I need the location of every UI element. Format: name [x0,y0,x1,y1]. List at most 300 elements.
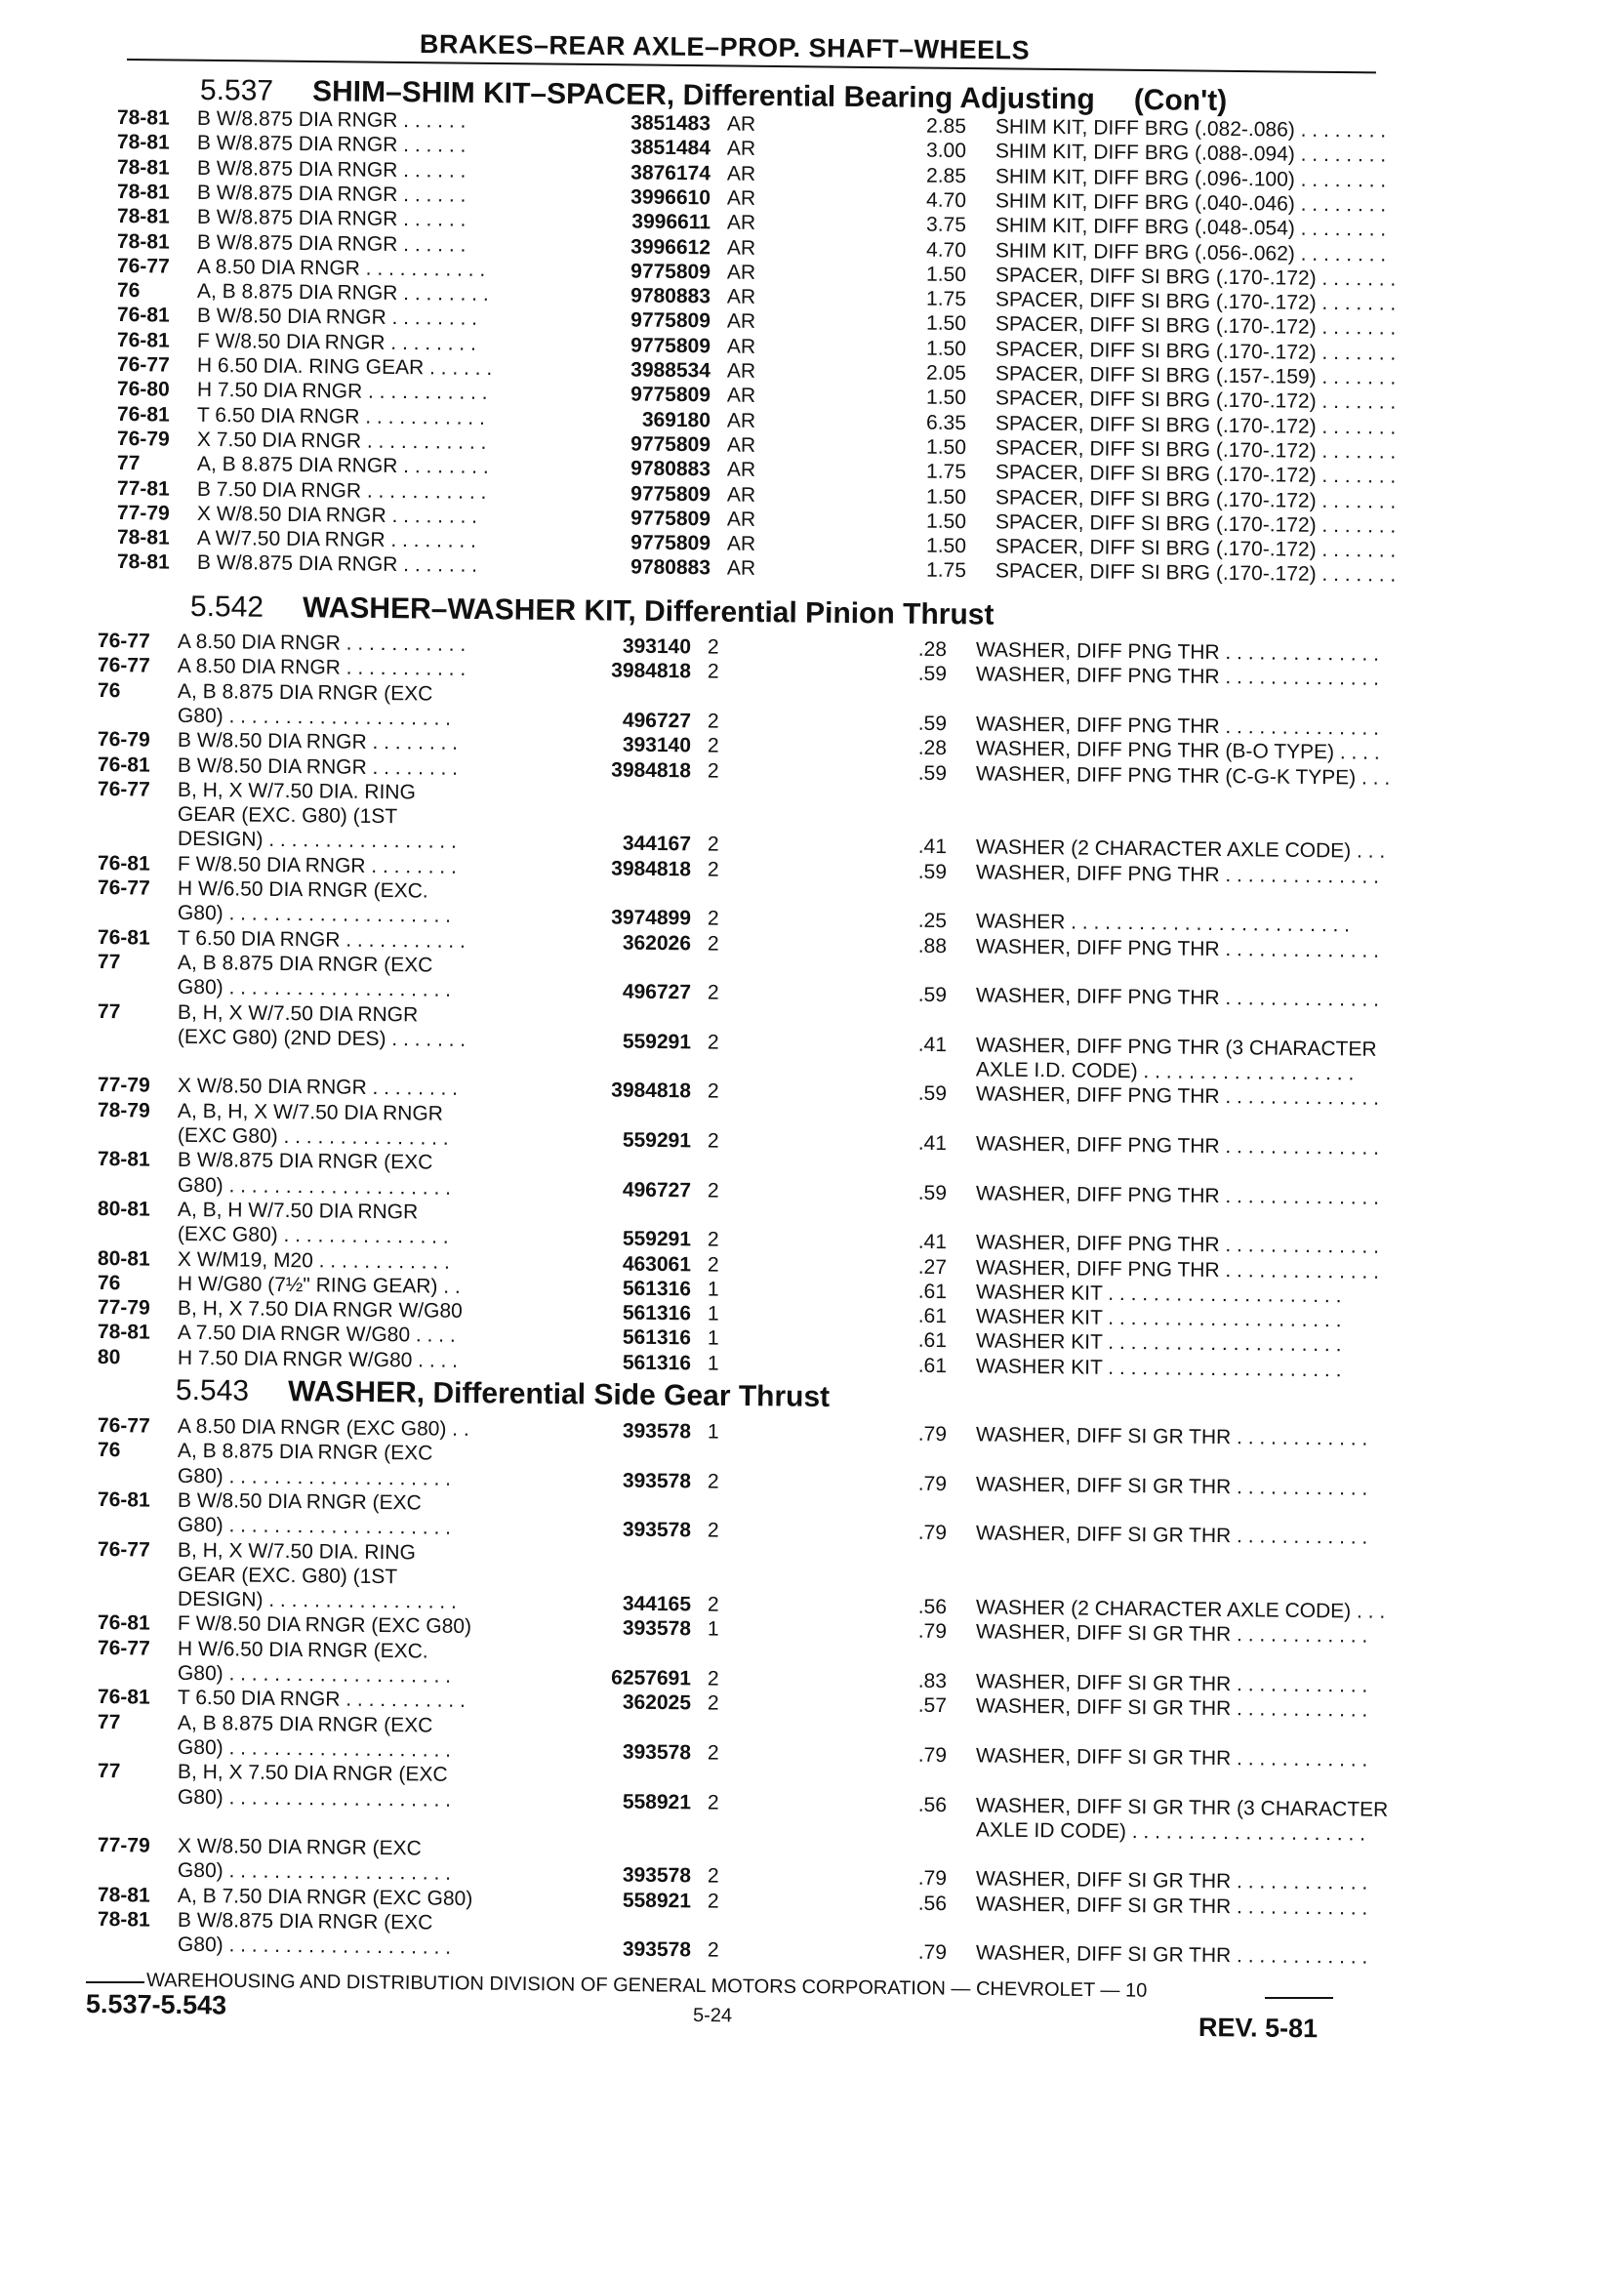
row-desc: F W/8.50 DIA RNGR . . . . . . . . [177,852,457,878]
row-year [98,900,174,901]
row-part-number: 496727 [622,980,692,1004]
row-year: 76-81 [97,851,150,875]
row-year: 78-81 [97,1883,150,1907]
row-qty: 2 [707,1253,719,1277]
row-desc: A, B 8.875 DIA RNGR . . . . . . . . [196,453,489,479]
row-year [98,1122,174,1123]
row-part-number: 561316 [622,1277,692,1301]
row-desc: B, H, X W/7.50 DIA RNGR [177,1000,419,1026]
row-desc: X W/8.50 DIA RNGR . . . . . . . . [196,502,478,528]
row-desc: G80) . . . . . . . . . . . . . . . . . . . . [177,1661,452,1688]
footer-org: WAREHOUSING AND DISTRIBUTION DIVISION OF GENERAL MOTORS CORPORATION — CHEVROLET — 10 [145,1970,1148,2002]
row-part-number: 3984818 [611,758,692,782]
row-year: 78-81 [97,1148,150,1171]
row-part-number: 3996611 [631,210,711,234]
row-qty: AR [726,162,756,185]
row-year: 80-81 [97,1246,150,1271]
row-desc: B W/8.50 DIA RNGR . . . . . . . . [177,729,459,755]
section-title: WASHER–WASHER KIT, Differential Pinion Thrust [302,591,995,631]
row-part-number: 369180 [641,408,711,431]
row-part-number: 3851483 [630,111,711,136]
row-desc: X W/8.50 DIA RNGR . . . . . . . . [177,1075,459,1101]
row-item: WASHER, DIFF PNG THR (3 CHARACTER [975,1034,1377,1061]
row-desc: GEAR (EXC. G80) (1ST [177,802,398,829]
row-price: .56 [917,1793,948,1816]
section-number: 5.542 [189,590,264,624]
row-part-number: 9775809 [630,432,711,457]
row-item: WASHER, DIFF SI GR THR . . . . . . . . . . . . [975,1423,1368,1450]
section-heading-3 [176,1374,831,1414]
row-item: AXLE ID CODE) . . . . . . . . . . . . . . . . . . . . . [975,1818,1366,1846]
row-desc: B, H, X 7.50 DIA RNGR W/G80 [177,1296,463,1323]
row-qty: AR [726,532,756,555]
row-desc: A 8.50 DIA RNGR (EXC G80) . . [177,1414,469,1441]
row-price: .61 [917,1354,948,1377]
row-price: .56 [917,1892,948,1915]
row-year: 76-77 [97,876,150,900]
row-qty: 1 [707,1326,719,1351]
row-price: 1.50 [925,337,967,360]
row-qty: 2 [707,833,719,857]
row-item: SPACER, DIFF SI BRG (.170-.172) . . . . . . . [995,412,1397,439]
row-desc: H W/6.50 DIA RNGR (EXC. [177,1637,428,1663]
row-item: WASHER, DIFF PNG THR . . . . . . . . . . . . . . [975,638,1380,666]
row-qty: AR [726,112,756,136]
row-year [98,1562,174,1563]
row-part-number: 3851484 [630,136,711,160]
row-year: 76-81 [97,1487,150,1512]
row-year: 77 [97,950,121,974]
row-item: SPACER, DIFF SI BRG (.170-.172) . . . . . . . [995,510,1397,538]
row-part-number: 3996610 [630,185,711,210]
row-year: 76-77 [97,777,150,801]
row-year [98,1048,174,1049]
row-item: WASHER, DIFF PNG THR . . . . . . . . . . . . . . [975,1255,1380,1283]
row-price: 4.70 [925,188,967,213]
row-year: 76-77 [97,1537,150,1562]
row-part-number: 561316 [622,1351,692,1375]
row-desc: (EXC G80) . . . . . . . . . . . . . . . [177,1123,449,1150]
row-year: 76-77 [116,254,170,278]
row-qty: AR [726,556,756,581]
row-part-number: 496727 [622,1178,692,1201]
row-year: 77 [97,1760,121,1783]
row-item: SHIM KIT, DIFF BRG (.096-.100) . . . . . . . . [995,165,1387,192]
row-year: 76 [97,1439,121,1462]
row-year: 76-81 [116,304,170,327]
row-qty: AR [726,186,756,210]
row-item: WASHER, DIFF SI GR THR (3 CHARACTER [975,1793,1389,1821]
row-qty: 2 [707,1031,719,1054]
row-part-number: 9775809 [630,260,711,284]
row-price [859,1816,947,1817]
row-price [859,1841,947,1842]
row-year: 76-79 [116,427,170,451]
row-year: 76-79 [97,728,150,752]
row-desc: A, B 8.875 DIA RNGR . . . . . . . . [196,279,489,306]
row-year [98,1586,174,1587]
row-year: 78-81 [116,526,170,550]
row-part-number: 561316 [622,1326,692,1350]
row-year [98,1024,174,1025]
row-year: 76-77 [97,1636,150,1660]
row-qty: AR [726,285,756,308]
row-item: WASHER, DIFF PNG THR . . . . . . . . . . . . . . [975,935,1380,962]
row-year: 78-81 [116,180,170,204]
row-qty: AR [726,508,756,531]
row-qty: 2 [707,1179,719,1202]
row-item: SHIM KIT, DIFF BRG (.056-.062) . . . . . . . . [995,238,1387,266]
row-qty: 2 [707,660,719,683]
row-part-number [556,1053,691,1054]
row-qty: 2 [707,734,719,757]
row-price: .28 [917,736,948,760]
row-year: 78-81 [116,550,170,574]
row-price [859,1445,947,1446]
row-part-number: 559291 [622,1227,692,1251]
row-part-number: 393578 [622,1518,692,1542]
row-part-number: 9780883 [630,555,711,580]
footer-section-range: 5.537-5.543 [85,1989,227,2020]
row-qty: 2 [707,635,719,659]
row-desc: B W/8.875 DIA RNGR . . . . . . . [196,551,478,578]
row-desc: DESIGN) . . . . . . . . . . . . . . . . . [177,1587,457,1613]
row-item: SPACER, DIFF SI BRG (.170-.172) . . . . . . . [995,535,1397,562]
row-part-number: 3996612 [630,235,711,259]
row-item: WASHER, DIFF SI GR THR . . . . . . . . . . . . [975,1522,1368,1549]
row-qty: 1 [707,1617,719,1642]
row-part-number: 9775809 [630,482,711,506]
row-qty: AR [726,384,756,408]
row-part-number: 3984818 [611,659,692,683]
row-price: .83 [917,1669,948,1693]
row-year: 77 [97,1710,121,1733]
row-desc: T 6.50 DIA RNGR . . . . . . . . . . . [177,926,466,953]
row-desc: F W/8.50 DIA RNGR . . . . . . . . [196,329,476,355]
row-qty: 2 [707,759,719,783]
row-item: WASHER, DIFF PNG THR . . . . . . . . . . . . . . [975,1082,1380,1111]
row-year: 76-77 [116,353,170,377]
row-item: SPACER, DIFF SI BRG (.170-.172) . . . . . . . [995,461,1397,488]
row-year: 76-81 [97,1611,150,1635]
row-price: .79 [917,1867,948,1891]
row-year [98,1660,174,1661]
row-year: 80 [97,1345,121,1368]
row-item: SPACER, DIFF SI BRG (.170-.172) . . . . . . . [995,338,1397,365]
row-desc: A, B 7.50 DIA RNGR (EXC G80) [177,1884,473,1910]
row-price [859,1106,947,1107]
row-qty: 2 [707,1129,719,1153]
row-item: SPACER, DIFF SI BRG (.170-.172) . . . . . . . [995,264,1397,291]
row-price [859,1495,947,1496]
row-qty: 2 [707,858,719,881]
row-qty: AR [726,359,756,383]
row-year [98,826,174,827]
row-price [859,1644,947,1645]
section-title: SHIM–SHIM KIT–SPACER, Differential Bearing Adjusting [311,75,1095,116]
row-desc: G80) . . . . . . . . . . . . . . . . . . . . [177,1785,452,1812]
row-desc: X W/M19, M20 . . . . . . . . . . . . [177,1247,451,1274]
row-item: AXLE I.D. CODE) . . . . . . . . . . . . . . . . . . . [975,1058,1355,1085]
row-part-number: 9775809 [630,308,711,333]
row-price: .59 [917,712,948,736]
row-price: 3.00 [925,139,967,163]
row-desc: G80) . . . . . . . . . . . . . . . . . . . . [177,704,452,730]
row-year: 76-77 [97,630,150,653]
row-part-number: 561316 [622,1301,692,1325]
row-price [859,1155,947,1156]
row-desc: B W/8.50 DIA RNGR . . . . . . . . [177,753,459,780]
row-desc: DESIGN) . . . . . . . . . . . . . . . . . [177,828,457,854]
row-qty: 1 [707,1420,719,1444]
row-price: 4.70 [925,238,967,262]
row-qty: 2 [707,932,719,956]
row-price: .41 [917,1033,948,1056]
row-year: 76 [116,279,141,303]
row-price [859,1056,947,1057]
row-price: .79 [917,1743,948,1768]
section-continued: (Con't) [1133,84,1228,118]
row-item: WASHER, DIFF SI GR THR . . . . . . . . . . . . [975,1867,1368,1895]
row-part-number [556,1443,691,1444]
row-item: WASHER KIT . . . . . . . . . . . . . . . . . . . . . [975,1329,1342,1357]
row-part-number: 463061 [622,1252,692,1276]
row-desc: G80) . . . . . . . . . . . . . . . . . . . . [177,1514,452,1539]
row-price: .59 [917,1082,948,1106]
row-desc: F W/8.50 DIA RNGR (EXC G80) [177,1612,472,1639]
row-desc: H 7.50 DIA RNGR W/G80 . . . . [177,1346,459,1372]
row-year [98,1512,174,1513]
row-price: .27 [917,1255,948,1279]
row-qty: AR [726,335,756,358]
row-price: 1.50 [925,386,967,410]
row-year: 76-77 [97,654,150,677]
row-part-number: 3876174 [630,161,711,184]
row-desc: A, B 8.875 DIA RNGR (EXC [177,1711,433,1737]
row-item: SPACER, DIFF SI BRG (.157-.159) . . . . . . . [995,362,1397,389]
row-year: 77-79 [97,1834,150,1857]
row-year: 78-81 [116,155,170,180]
row-part-number: 9780883 [630,457,711,481]
row-item: WASHER, DIFF PNG THR . . . . . . . . . . . . . . [975,663,1380,691]
row-item: WASHER, DIFF SI GR THR . . . . . . . . . . . . [975,1473,1368,1500]
row-qty: AR [726,433,756,457]
row-year: 78-81 [116,131,170,154]
row-part-number: 393578 [622,1740,692,1765]
row-part-number [556,1152,691,1153]
row-year: 76-81 [97,753,150,777]
row-price: .88 [917,934,948,957]
row-year [98,703,174,704]
row-qty: AR [726,211,756,235]
row-price: .25 [917,910,948,933]
row-desc: A, B 8.875 DIA RNGR (EXC [177,1440,433,1465]
row-price: .28 [917,637,948,662]
row-desc: B W/8.875 DIA RNGR . . . . . . [196,181,467,207]
row-item: WASHER, DIFF PNG THR . . . . . . . . . . . . . . [975,861,1380,888]
row-item: WASHER, DIFF SI GR THR . . . . . . . . . . . . [975,1670,1368,1697]
row-part-number: 9775809 [630,531,711,555]
row-part-number: 3984818 [611,1079,692,1103]
row-desc: GEAR (EXC. G80) (1ST [177,1563,398,1589]
row-item: WASHER KIT . . . . . . . . . . . . . . . . . . . . . [975,1305,1342,1332]
row-price: 2.85 [925,164,967,187]
row-part-number: 3988534 [630,358,711,383]
row-price: .56 [917,1595,948,1619]
row-item: WASHER KIT . . . . . . . . . . . . . . . . . . . . . [975,1355,1342,1382]
row-desc: B W/8.50 DIA RNGR (EXC [177,1488,422,1515]
row-desc: H 6.50 DIA. RING GEAR . . . . . . [196,353,493,381]
row-desc: B W/8.875 DIA RNGR (EXC [177,1908,433,1934]
row-part-number: 559291 [622,1128,692,1153]
row-desc: A 8.50 DIA RNGR . . . . . . . . . . . [177,655,467,681]
row-part-number: 558921 [622,1790,692,1813]
row-price: 1.50 [925,312,967,336]
row-item: WASHER, DIFF SI GR THR . . . . . . . . . . . . [975,1893,1368,1920]
row-year: 76-80 [116,378,170,401]
row-year [98,974,174,975]
row-price: 1.50 [925,263,967,286]
row-item: WASHER, DIFF SI GR THR . . . . . . . . . . . . [975,1620,1368,1649]
row-price [859,1569,947,1570]
row-qty: 2 [707,710,719,733]
row-qty: 2 [707,1519,719,1542]
row-price: .79 [917,1941,948,1965]
row-desc: B W/8.875 DIA RNGR . . . . . . [196,106,467,133]
row-qty: 2 [707,1864,719,1889]
row-item: SPACER, DIFF SI BRG (.170-.172) . . . . . . . [995,288,1397,315]
row-desc: B 7.50 DIA RNGR . . . . . . . . . . . [196,477,487,504]
row-year: 78-81 [97,1321,150,1344]
row-item: WASHER . . . . . . . . . . . . . . . . . . . . . . . . . [975,910,1351,937]
row-year [98,1857,174,1858]
row-desc: B W/8.875 DIA RNGR . . . . . . [196,230,467,257]
row-desc: A, B, H, X W/7.50 DIA RNGR [177,1099,444,1125]
row-part-number: 344165 [622,1592,692,1616]
row-price: 3.75 [925,213,967,237]
row-price: .79 [917,1422,948,1446]
row-price: .61 [917,1329,948,1353]
row-item: WASHER, DIFF SI GR THR . . . . . . . . . . . . [975,1744,1368,1771]
row-part-number: 393578 [622,1937,692,1962]
row-year: 77 [116,452,141,475]
row-price: .61 [917,1280,948,1303]
row-part-number: 558921 [622,1889,692,1913]
row-part-number [556,1764,691,1765]
row-item: SPACER, DIFF SI BRG (.170-.172) . . . . . . . [995,387,1397,415]
row-price: 1.50 [925,509,967,533]
row-price: .79 [917,1521,948,1545]
row-price: 2.05 [925,361,967,386]
row-desc: B W/8.875 DIA RNGR (EXC [177,1149,433,1174]
row-year [98,1734,174,1735]
row-price: 1.75 [925,559,967,583]
row-part-number: 3974899 [611,906,692,930]
row-part-number [556,806,691,807]
row-price: .41 [917,1230,948,1254]
footer-page-number: 5-24 [692,2005,733,2027]
row-price: 1.50 [925,534,967,558]
row-item: SHIM KIT, DIFF BRG (.082-.086) . . . . . . . . [995,115,1387,142]
row-year: 76-81 [97,925,150,950]
row-price [859,957,947,958]
row-item: SPACER, DIFF SI BRG (.170-.172) . . . . . . . [995,485,1397,513]
row-part-number: 393140 [622,733,692,757]
row-desc: G80) . . . . . . . . . . . . . . . . . . . . [177,1464,452,1490]
row-item: WASHER, DIFF PNG THR (C-G-K TYPE) . . . [975,761,1391,790]
row-year: 78-81 [116,106,170,130]
row-part-number: 559291 [622,1030,692,1054]
row-year: 78-81 [116,229,170,254]
row-part-number: 9775809 [630,507,711,531]
row-price: .41 [917,835,948,859]
row-desc: B W/8.875 DIA RNGR . . . . . . [196,156,467,183]
row-qty: AR [726,236,756,260]
row-qty: AR [726,483,756,507]
row-desc: X 7.50 DIA RNGR . . . . . . . . . . . [196,428,487,454]
row-part-number: 9775809 [630,383,711,407]
row-desc: T 6.50 DIA RNGR . . . . . . . . . . . [177,1687,466,1713]
row-qty: 2 [707,1593,719,1616]
row-desc: B, H, X W/7.50 DIA. RING [177,778,416,804]
row-part-number: 496727 [622,709,692,733]
row-part-number: 344167 [622,833,692,856]
row-qty: 1 [707,1302,719,1325]
row-qty: AR [726,309,756,334]
row-item: WASHER, DIFF SI GR THR . . . . . . . . . . . . [975,1941,1368,1969]
row-desc: B W/8.50 DIA RNGR . . . . . . . . [196,305,478,331]
row-part-number: 3984818 [611,857,692,881]
row-year: 76 [97,678,121,702]
row-item: WASHER, DIFF PNG THR . . . . . . . . . . . . . . [975,984,1380,1011]
row-item: WASHER, DIFF PNG THR . . . . . . . . . . . . . . [975,1231,1380,1258]
row-desc: B W/8.875 DIA RNGR . . . . . . [196,206,467,231]
row-year: 76 [97,1271,121,1295]
row-desc: X W/8.50 DIA RNGR (EXC [177,1834,422,1860]
row-desc: H 7.50 DIA RNGR . . . . . . . . . . . [196,379,488,405]
row-qty: 2 [707,907,719,930]
row-year: 76-77 [97,1414,150,1438]
row-year: 80-81 [97,1197,150,1221]
row-desc: A, B, H W/7.50 DIA RNGR [177,1198,419,1224]
row-part-number: 9780883 [630,284,711,308]
row-part-number: 9775809 [630,334,711,358]
row-desc: G80) . . . . . . . . . . . . . . . . . . . . [177,976,452,1001]
row-qty: 2 [707,1741,719,1765]
row-year [98,1463,174,1464]
row-price: .59 [917,983,948,1007]
row-desc: B, H, X W/7.50 DIA. RING [177,1538,416,1564]
row-year: 77-79 [97,1074,150,1097]
row-desc: B, H, X 7.50 DIA RNGR (EXC [177,1761,448,1786]
row-qty: 2 [707,1667,719,1690]
row-price: .79 [917,1620,948,1644]
row-price: .61 [917,1304,948,1328]
row-qty: 2 [707,1890,719,1913]
row-price: 1.75 [925,287,967,311]
row-part-number: 393578 [622,1469,692,1492]
row-item: SPACER, DIFF SI BRG (.170-.172) . . . . . . . [995,436,1397,464]
row-desc: G80) . . . . . . . . . . . . . . . . . . . . [177,902,452,928]
row-desc: A, B 8.875 DIA RNGR (EXC [177,679,433,706]
row-desc: T 6.50 DIA RNGR . . . . . . . . . . . [196,403,485,429]
row-price: .59 [917,663,948,686]
row-desc: (EXC G80) . . . . . . . . . . . . . . . [177,1223,449,1248]
row-part-number: 393578 [622,1617,692,1641]
row-price: 2.85 [925,114,967,139]
row-qty: AR [726,409,756,432]
row-part-number: 393140 [622,634,692,659]
